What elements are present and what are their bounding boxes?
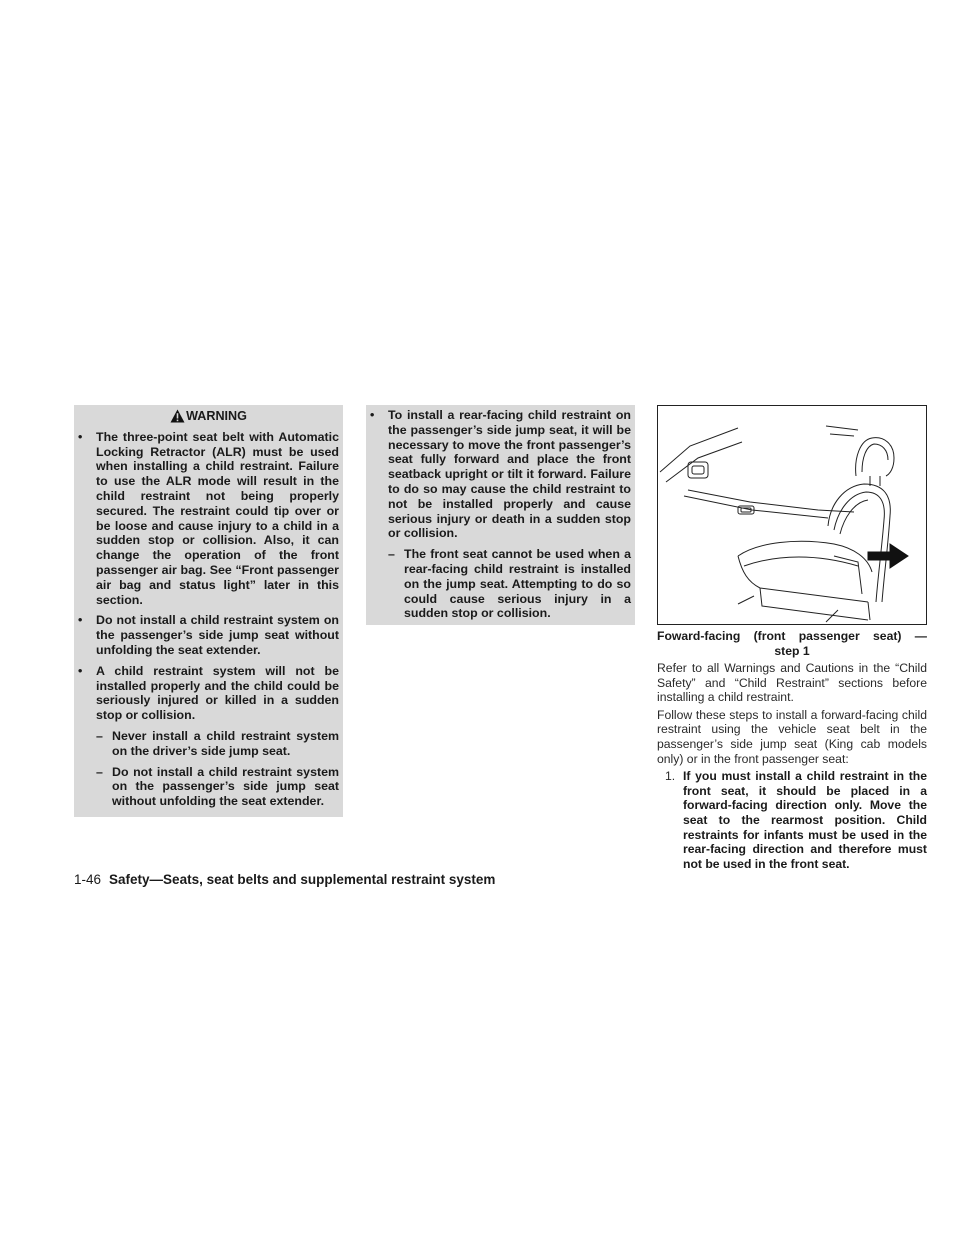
- instructions: [657, 661, 927, 871]
- figure-caption-line1: Foward-facing (front passenger seat) —: [657, 629, 927, 643]
- warning-sub-bullet-text: Never install a child restraint system on the driver’s side jump seat.: [112, 728, 339, 758]
- warning-sub-bullet: [78, 729, 339, 759]
- warning-bullet-text: A child restraint system will not be installed properly and the child could be seriously injured or killed in a sudden stop or collision.: [96, 663, 339, 723]
- page-number: 1-46: [74, 872, 102, 887]
- warning-sub-bullet: [370, 547, 631, 621]
- warning-bullet-text: To install a rear-facing child restraint on the passenger’s side jump seat, it will be necessary to move the front passenger’s seat fully forward and place the front seatback upright or tilt it forward. Failure to do so may cause the child restraint to not be installed properly and cause serious injury or death in a sudden stop or collision.: [388, 408, 631, 541]
- body-paragraph: Refer to all Warnings and Cautions in the “Child Safety” and “Child Restraint” sections before installing a child restraint.: [657, 661, 927, 705]
- page-footer: [74, 872, 495, 887]
- step-number: 1.: [665, 769, 676, 784]
- body-paragraph: Follow these steps to install a forward-facing child restraint using the vehicle seat belt in the passenger’s side jump seat (King cab models only) or in the front passenger seat:: [657, 707, 927, 766]
- bullet-mark: •: [370, 408, 375, 422]
- warning-sub-bullet-text: The front seat cannot be used when a rear-facing child restraint is installed on the jump seat. Attempting to do so could cause serious injury in a sudden stop or collision.: [404, 547, 631, 621]
- warning-bullet: [370, 408, 631, 541]
- warning-box-continued: [366, 405, 635, 625]
- bullet-mark: •: [78, 429, 83, 444]
- bullet-mark: •: [78, 663, 83, 678]
- warning-sub-bullet-text: Do not install a child restraint system on the passenger’s side jump seat without unfolding the seat extender.: [112, 764, 339, 809]
- warning-bullet-text: Do not install a child restraint system on the passenger’s side jump seat without unfolding the seat extender.: [96, 613, 339, 657]
- front-passenger-seat-drawing: [658, 406, 926, 624]
- bullet-mark: •: [78, 613, 83, 628]
- dash-mark: –: [388, 547, 395, 562]
- dash-mark: –: [96, 764, 103, 779]
- warning-bullet: [78, 430, 339, 608]
- dash-mark: –: [96, 728, 103, 743]
- seat-illustration: [657, 405, 927, 625]
- warning-bullet: [78, 613, 339, 657]
- warning-triangle-icon: [170, 409, 185, 423]
- figure-caption: [657, 629, 927, 658]
- step-item: [657, 769, 927, 871]
- warning-bullet-text: The three-point seat belt with Automatic Locking Retractor (ALR) must be used when installing a child restraint. Failure to use the ALR mode will result in the child restraint not being properly secured. The restraint could tip over or be loose and cause injury to a child in a sudden stop or collision. Also, it can change the operation of the front passenger air bag. See “Front passenger air bag and status light” later in this section.: [96, 429, 339, 607]
- warning-box: [74, 405, 343, 817]
- warning-bullet: [78, 664, 339, 723]
- warning-sub-bullet: [78, 765, 339, 809]
- warning-title: [78, 409, 339, 424]
- warning-title-text: WARNING: [186, 409, 247, 423]
- step-text: If you must install a child restraint in the front seat, it should be placed in a forward-facing direction only. Move the seat to the rearmost position. Child restraints for infants must be used in the rear-facing direction and therefore must not be used in the front seat.: [683, 769, 927, 871]
- section-title: Safety—Seats, seat belts and supplemental restraint system: [109, 872, 496, 887]
- figure-caption-line2: step 1: [774, 643, 810, 658]
- arrow-right-icon: [868, 544, 908, 568]
